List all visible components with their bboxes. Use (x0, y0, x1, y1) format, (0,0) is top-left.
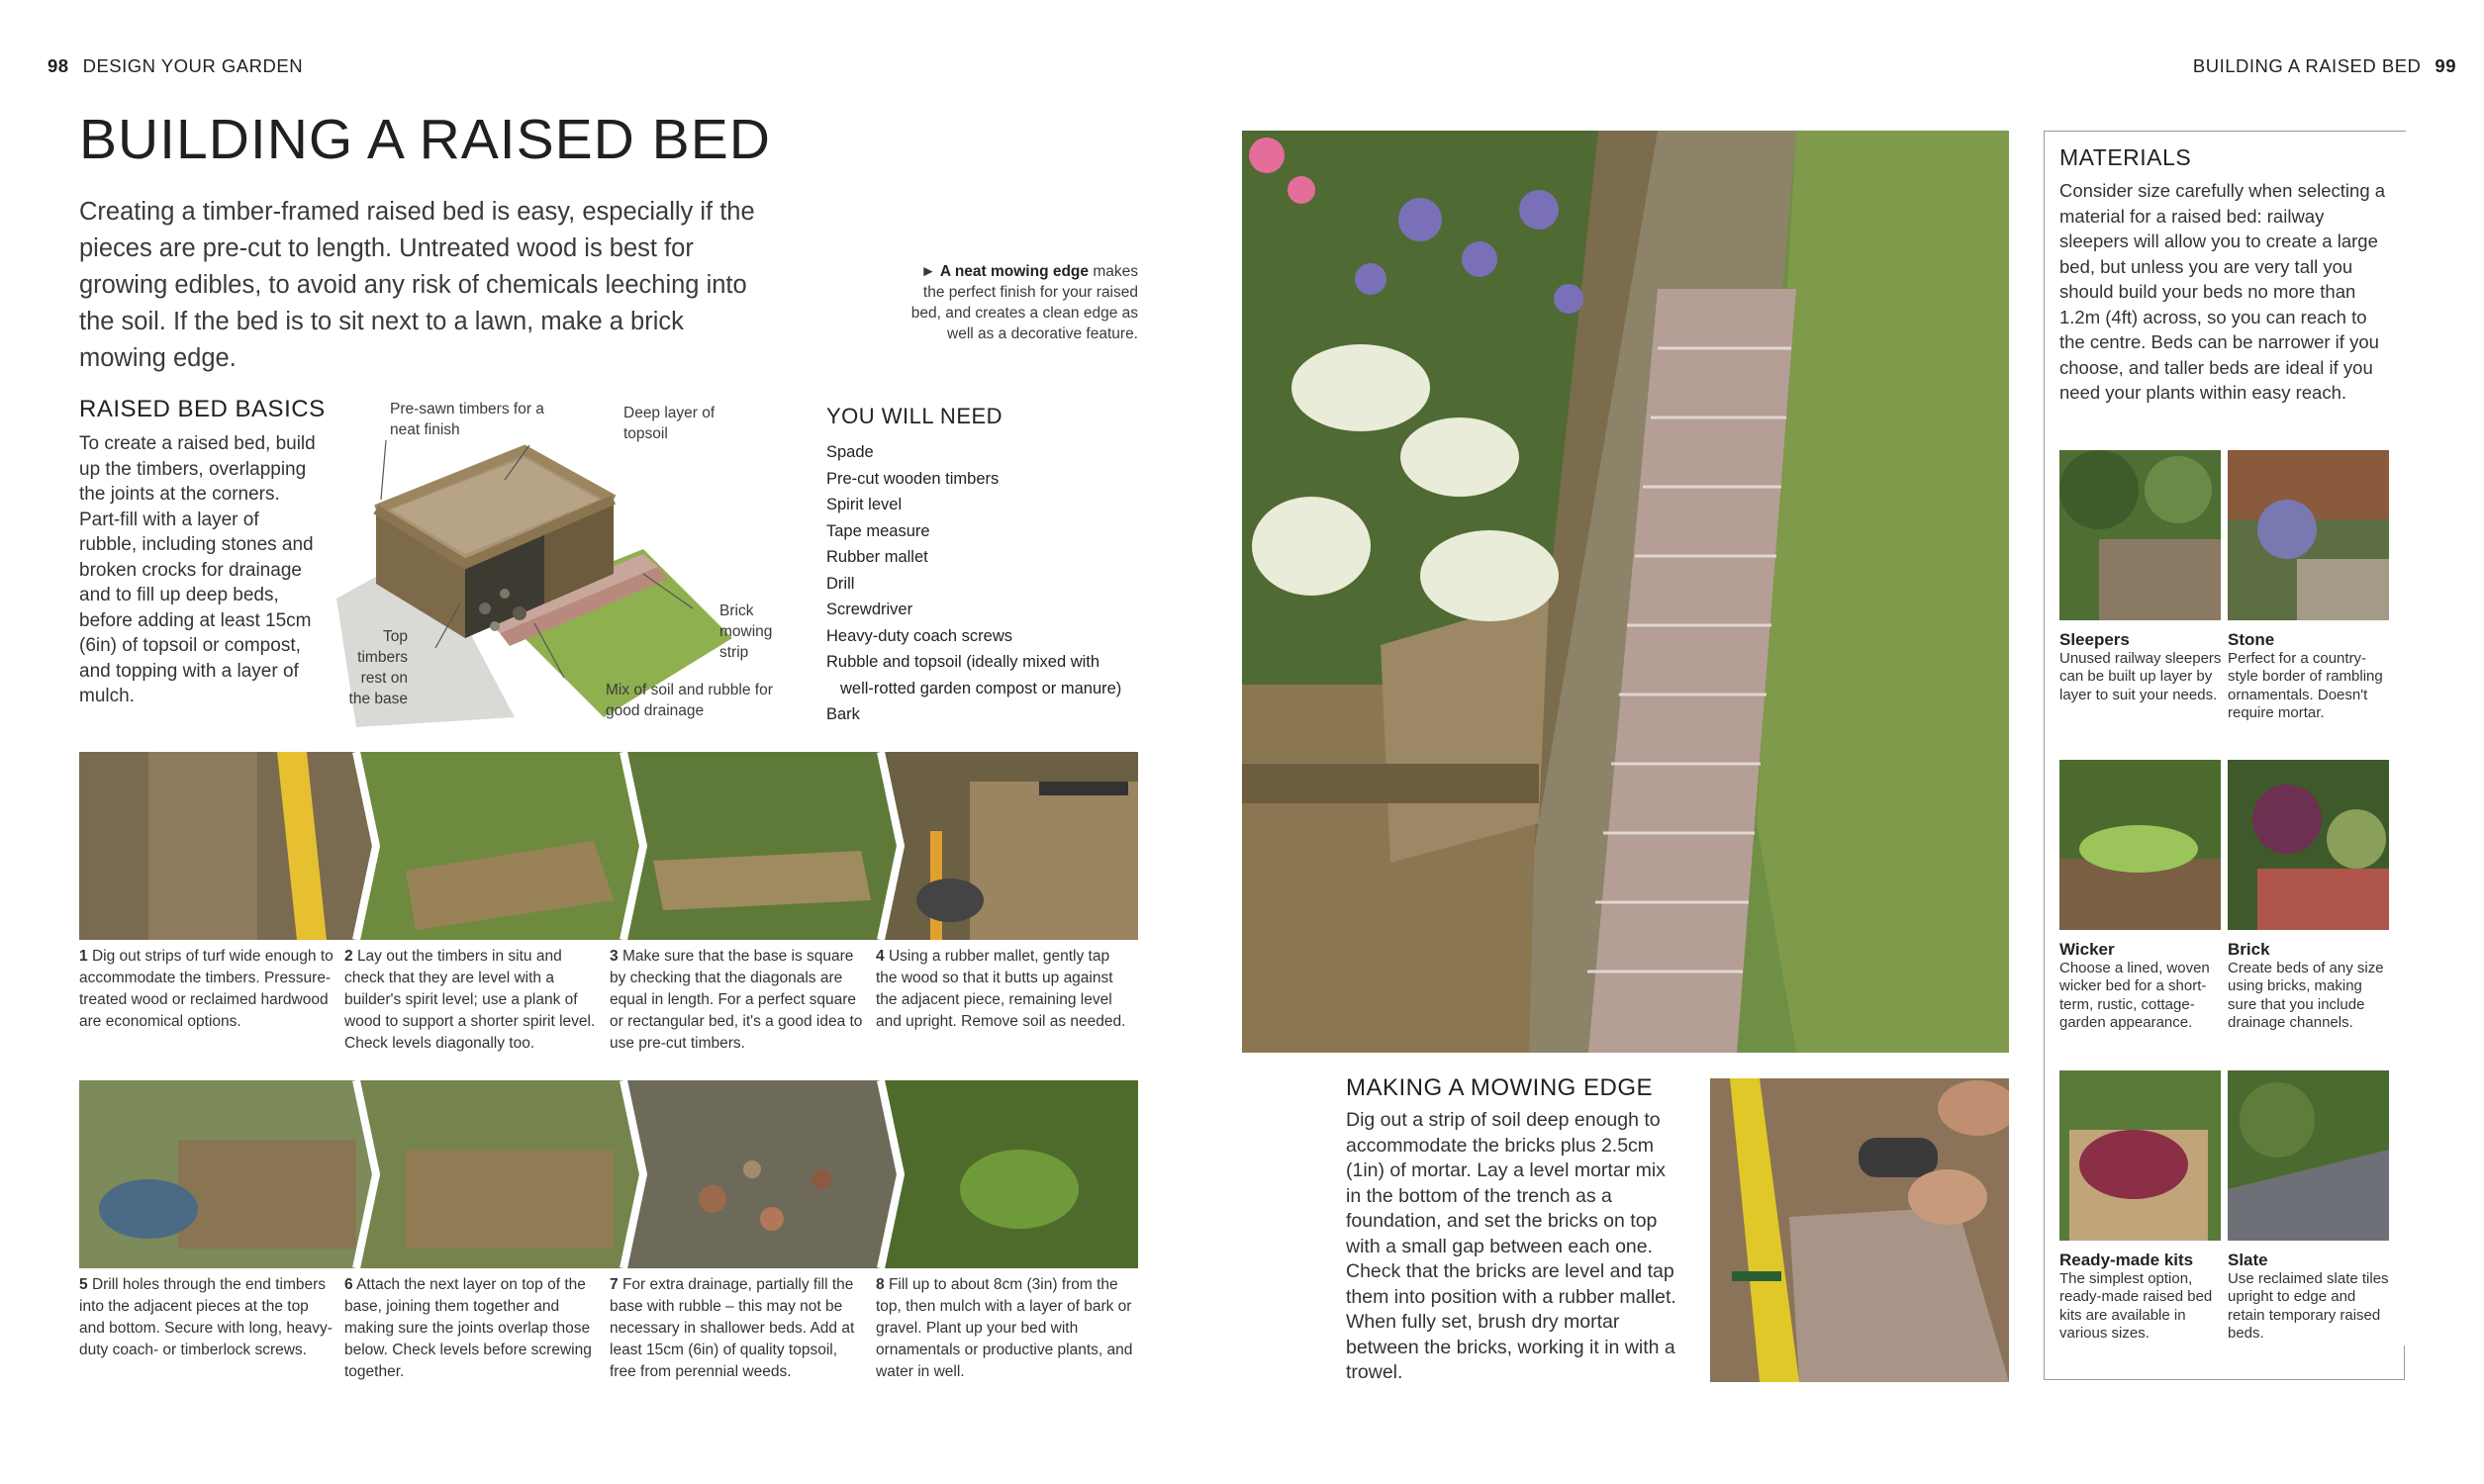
material-text: Choose a lined, woven wicker bed for a short-term, rustic, cottage-garden appearance. (2059, 959, 2210, 1031)
need-item: Rubber mallet (826, 548, 928, 566)
mallet-bricks-photo (1710, 1078, 2009, 1382)
slate-photo (2228, 1070, 2389, 1241)
you-will-need (826, 404, 1163, 728)
material-name: Sleepers (2059, 630, 2130, 649)
intro-paragraph: Creating a timber-framed raised bed is easy, especially if the pieces are pre-cut to length. Untreated wood is best for growing edibles, to avoid any risk of chemicals leeching into the soil. If the bed is to sit next to a lawn, make a brick mowing edge. (79, 198, 755, 372)
slate-caption (2228, 1252, 2391, 1344)
need-list (826, 439, 1163, 728)
caption-arrow-icon: ► (920, 263, 940, 280)
need-item: Heavy-duty coach screws (826, 626, 1012, 645)
step-7 (610, 1274, 867, 1383)
step-text: For extra drainage, partially fill the base with rubble – this may not be necessary in shallower beds. Add at least 15cm (6in) of quality topsoil, free from perennial weeds. (610, 1276, 855, 1380)
steps-photo-row-2 (79, 1080, 1138, 1268)
brick-photo (2228, 760, 2389, 930)
label-brick-strip: Brick mowing strip (719, 603, 773, 661)
label-soil-mix: Mix of soil and rubble for good drainage (606, 682, 773, 719)
sidebar-bottom-rule (2044, 1379, 2405, 1380)
stone-photo (2228, 450, 2389, 620)
need-item: well-rotted garden compost or manure) (840, 679, 1122, 697)
steps-photo-row-1 (79, 752, 1138, 940)
step-number: 4 (876, 948, 885, 965)
material-text: Unused railway sleepers can be built up layer by layer to suit your needs. (2059, 649, 2222, 703)
material-name: Slate (2228, 1251, 2268, 1269)
need-item: Bark (826, 705, 860, 723)
steps-1-4-photos (79, 752, 1138, 940)
need-item: Rubble and topsoil (ideally mixed with (826, 653, 1100, 671)
step-text: Attach the next layer on top of the base, joining them together and making sure the joints overlap those below. Check levels before screwing together. (344, 1276, 592, 1380)
step-2 (344, 946, 602, 1055)
material-text: Perfect for a country-style border of rambling ornamentals. Doesn't require mortar. (2228, 649, 2383, 721)
hero-photo-caption (896, 261, 1138, 344)
materials-heading: MATERIALS (2059, 144, 2192, 170)
step-text: Lay out the timbers in situ and check that they are level with a builder's spirit level; use a plank of wood to support a shorter spirit level. Check levels diagonally too. (344, 948, 596, 1052)
stone-caption (2228, 631, 2391, 723)
page-title: BUILDING A RAISED BED (79, 108, 771, 171)
material-text: Create beds of any size using bricks, making sure that you include drainage channels. (2228, 959, 2384, 1031)
step-1 (79, 946, 336, 1033)
material-text: The simplest option, ready-made raised bed kits are available in various sizes. (2059, 1269, 2213, 1342)
need-item: Tape measure (826, 521, 930, 540)
right-page-number: 99 (2435, 55, 2456, 76)
left-page-number: 98 (48, 55, 69, 76)
material-name: Ready-made kits (2059, 1251, 2194, 1269)
material-text: Use reclaimed slate tiles upright to edge and retain temporary raised beds. (2228, 1269, 2389, 1342)
step-4 (876, 946, 1133, 1033)
step-text: Make sure that the base is square by checking that the diagonals are equal in length. For a perfect square or rectangular bed, it's a good idea to use pre-cut timbers. (610, 948, 863, 1052)
step-6 (344, 1274, 602, 1383)
material-name: Wicker (2059, 940, 2115, 959)
step-text: Fill up to about 8cm (3in) from the top, then mulch with a layer of bark or gravel. Plant up your bed with ornamentals or productive plants, and water in well. (876, 1276, 1133, 1380)
left-running-head: DESIGN YOUR GARDEN (82, 55, 304, 76)
steps-5-8-photos (79, 1080, 1138, 1268)
step-number: 2 (344, 948, 353, 965)
kits-photo (2059, 1070, 2221, 1241)
sleepers-caption (2059, 631, 2223, 704)
basics-heading: RAISED BED BASICS (79, 396, 326, 422)
step-number: 3 (610, 948, 619, 965)
kits-caption (2059, 1252, 2223, 1344)
step-number: 7 (610, 1276, 619, 1293)
hero-photo (1242, 131, 2009, 1053)
label-top-timbers: Top timbers rest on the base (348, 628, 408, 707)
right-running-head: BUILDING A RAISED BED (2192, 55, 2422, 76)
sidebar-right-rule (2404, 1345, 2405, 1380)
kits-image (2059, 1070, 2221, 1241)
label-topsoil: Deep layer of topsoil (623, 405, 716, 442)
material-name: Stone (2228, 630, 2275, 649)
right-folio (2193, 55, 2470, 77)
wicker-image (2059, 760, 2221, 930)
left-folio (34, 55, 303, 77)
wicker-photo (2059, 760, 2221, 930)
mowing-edge-heading: MAKING A MOWING EDGE (1346, 1074, 1654, 1101)
caption-bold: A neat mowing edge (939, 263, 1090, 280)
raised-bed-photo (1242, 131, 2009, 1053)
need-item: Drill (826, 574, 855, 593)
need-item: Spirit level (826, 496, 903, 513)
mowing-edge-text: Dig out a strip of soil deep enough to accommodate the bricks plus 2.5cm (1in) of mortar. Lay a level mortar mix in the bottom of the trench as a foundation, and set the bricks on top with a small gap between each one. Check that the bricks are level and tap them into position with a rubber mallet. When fully set, brush dry mortar between the bricks, working it in with a trowel. (1346, 1109, 1676, 1383)
need-item: Spade (826, 443, 874, 461)
brick-caption (2228, 941, 2391, 1033)
material-name: Brick (2228, 940, 2270, 959)
basics-text: To create a raised bed, build up the timbers, overlapping the joints at the corners. Part-fill with a layer of rubble, including stones and broken crocks for drainage and to fill up deep beds, before adding at least 15cm (6in) of topsoil or compost, and topping with a layer of mulch. (79, 433, 316, 706)
step-number: 5 (79, 1276, 88, 1293)
step-text: Dig out strips of turf wide enough to accommodate the timbers. Pressure-treated wood or reclaimed hardwood are economical options. (79, 948, 334, 1030)
step-text: Drill holes through the end timbers into the adjacent pieces at the top and bottom. Secure with long, heavy-duty coach- or timberlock screws. (79, 1276, 333, 1358)
step-3 (610, 946, 867, 1055)
raised-bed-diagram (317, 391, 782, 727)
sleepers-photo (2059, 450, 2221, 620)
step-number: 6 (344, 1276, 353, 1293)
step-number: 1 (79, 948, 88, 965)
stone-image (2228, 450, 2389, 620)
need-heading: YOU WILL NEED (826, 404, 1003, 428)
label-timbers: Pre-sawn timbers for a neat finish (390, 401, 544, 438)
step-8 (876, 1274, 1133, 1383)
caption-text: makes the perfect finish for your raised bed, and creates a clean edge as well as a decorative feature. (910, 263, 1138, 342)
sleepers-image (2059, 450, 2221, 620)
step-text: Using a rubber mallet, gently tap the wood so that it butts up against the adjacent piece, remaining level and upright. Remove soil as needed. (876, 948, 1126, 1030)
slate-image (2228, 1070, 2389, 1241)
need-item: Pre-cut wooden timbers (826, 469, 1000, 488)
brick-image (2228, 760, 2389, 930)
wicker-caption (2059, 941, 2223, 1033)
step-number: 8 (876, 1276, 885, 1293)
materials-text: Consider size carefully when selecting a material for a raised bed: railway sleepers will allow you to create a large bed, but unless you are very tall you should build your beds no more than 1.2m (4ft) across, so you can reach to the centre. Beds can be narrower if you choose, and taller beds are ideal if you need your plants within easy reach. (2059, 180, 2386, 403)
mowing-edge-photo (1710, 1078, 2009, 1382)
need-item: Screwdriver (826, 601, 913, 618)
step-5 (79, 1274, 336, 1361)
